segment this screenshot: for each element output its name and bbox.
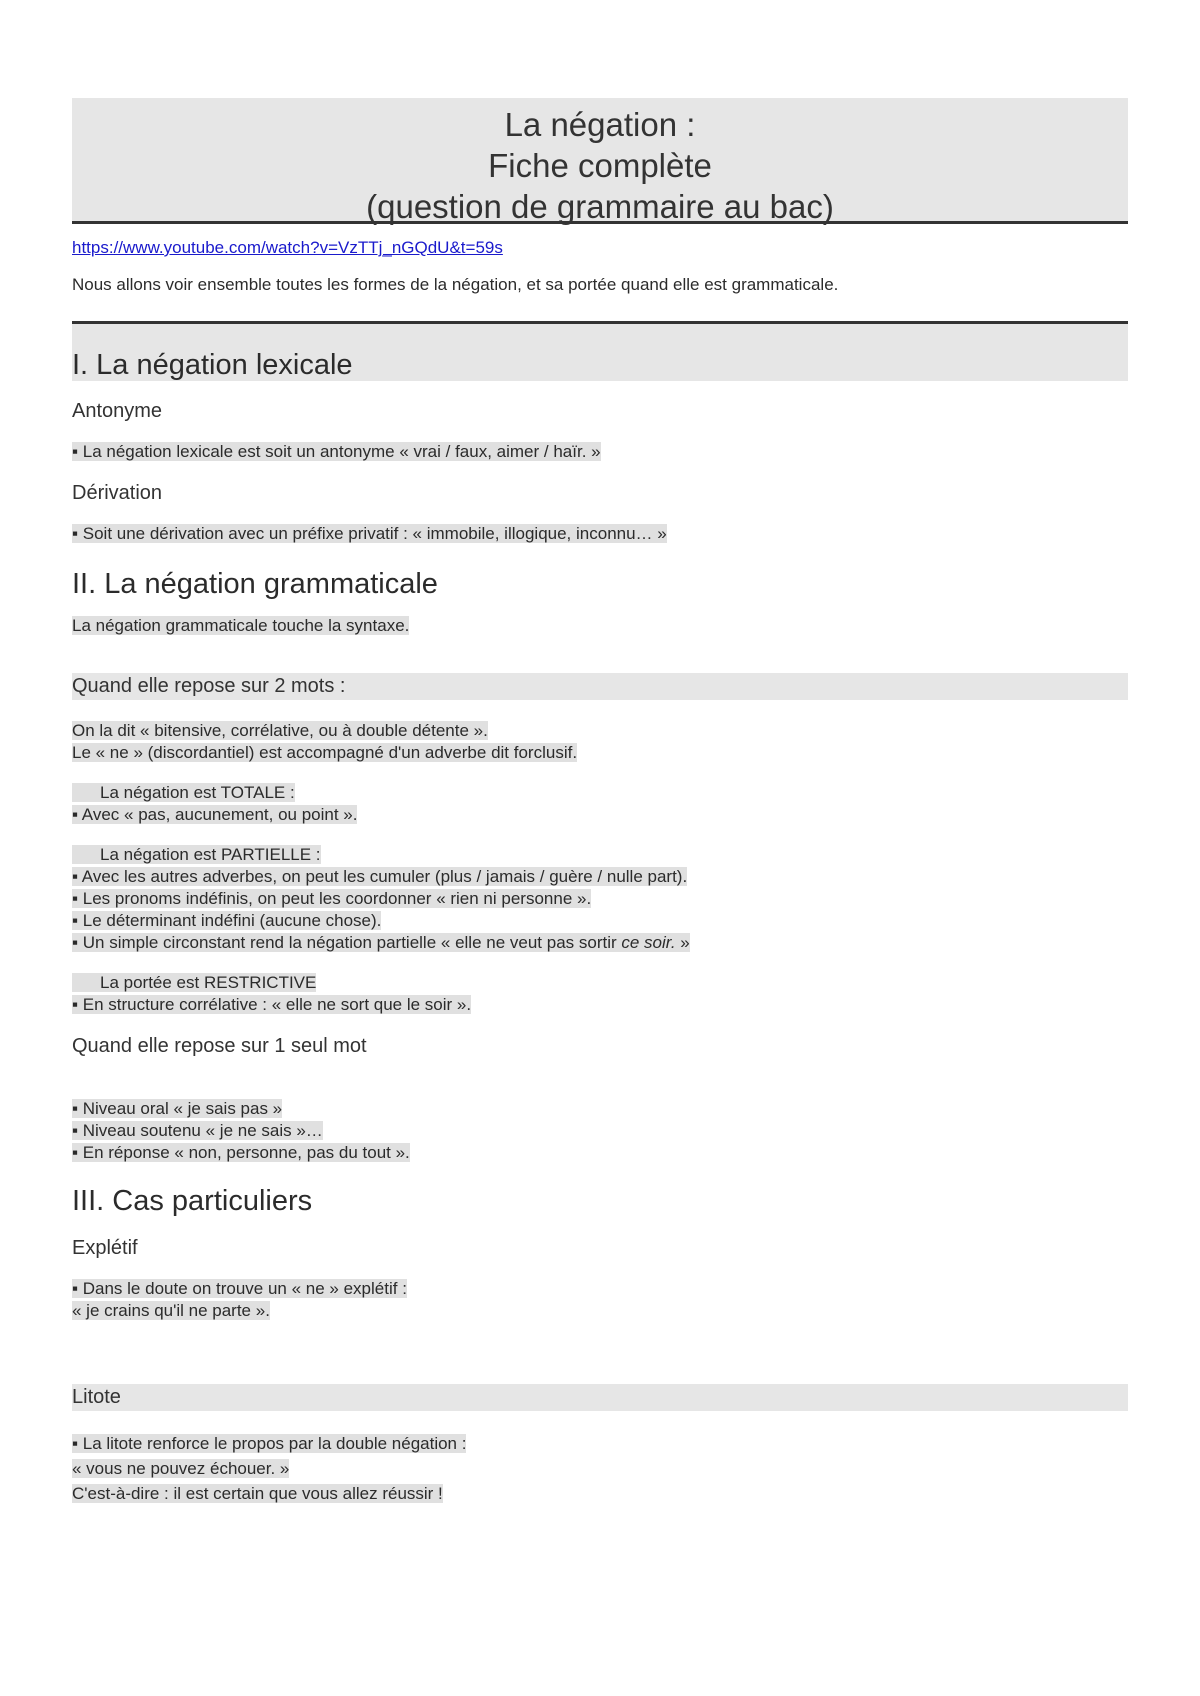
subheading-antonyme: Antonyme [72,400,163,422]
title-line-3: (question de grammaire au bac) [366,188,834,225]
antonyme-text: ▪ La négation lexicale est soit un antonyme « vrai / faux, aimer / haïr. » [72,442,601,461]
subheading-one-word: Quand elle repose sur 1 seul mot [72,1035,367,1057]
reponse-line: ▪ En réponse « non, personne, pas du tout ». [72,1143,410,1162]
soutenu-line: ▪ Niveau soutenu « je ne sais »… [72,1121,323,1140]
partielle-line-4-a: ▪ Un simple circonstant rend la négation partielle « elle ne veut pas sortir [72,933,622,952]
partielle-line-1: ▪ Avec les autres adverbes, on peut les cumuler (plus / jamais / guère / nulle part). [72,867,688,886]
expletif-line-1: ▪ Dans le doute on trouve un « ne » explétif : [72,1279,407,1298]
document-page [72,98,1128,1506]
litote-line-1: ▪ La litote renforce le propos par la double négation : [72,1434,467,1453]
derivation-text: ▪ Soit une dérivation avec un préfixe privatif : « immobile, illogique, inconnu… » [72,524,667,543]
restrictive-line-1: ▪ En structure corrélative : « elle ne sort que le soir ». [72,995,472,1014]
subheading-derivation: Dérivation [72,482,163,504]
title-line-1: La négation : [504,106,696,143]
section-1-heading: I. La négation lexicale [72,321,1128,381]
partielle-line-3: ▪ Le déterminant indéfini (aucune chose). [72,911,382,930]
litote-line-2: « vous ne pouvez échouer. » [72,1459,290,1478]
totale-line-1: ▪ Avec « pas, aucunement, ou point ». [72,805,358,824]
subheading-two-words: Quand elle repose sur 2 mots : [72,673,1128,700]
title-box [72,98,1128,224]
bitensive-line: On la dit « bitensive, corrélative, ou à double détente ». [72,721,488,740]
section-2-heading: II. La négation grammaticale [72,568,438,600]
totale-heading: La négation est TOTALE : [72,783,295,802]
partielle-heading: La négation est PARTIELLE : [72,845,321,864]
partielle-line-4 [72,933,690,952]
subheading-litote: Litote [72,1384,1128,1411]
youtube-link[interactable]: https://www.youtube.com/watch?v=VzTTj_nGQdU&t=59s [72,238,503,257]
section-3-heading: III. Cas particuliers [72,1185,313,1217]
expletif-line-2: « je crains qu'il ne parte ». [72,1301,270,1320]
section-2-intro: La négation grammaticale touche la syntaxe. [72,616,410,635]
oral-line: ▪ Niveau oral « je sais pas » [72,1099,283,1118]
partielle-line-4-c: » [675,933,690,952]
subheading-expletif: Explétif [72,1237,138,1259]
litote-line-3: C'est-à-dire : il est certain que vous allez réussir ! [72,1484,443,1503]
intro-paragraph: Nous allons voir ensemble toutes les formes de la négation, et sa portée quand elle est grammaticale. [72,275,839,294]
title-line-2: Fiche complète [488,147,712,184]
restrictive-heading: La portée est RESTRICTIVE [72,973,316,992]
partielle-line-4-italic: ce soir. [621,933,676,952]
discordantiel-line: Le « ne » (discordantiel) est accompagné d'un adverbe dit forclusif. [72,743,578,762]
partielle-line-2: ▪ Les pronoms indéfinis, on peut les coordonner « rien ni personne ». [72,889,592,908]
